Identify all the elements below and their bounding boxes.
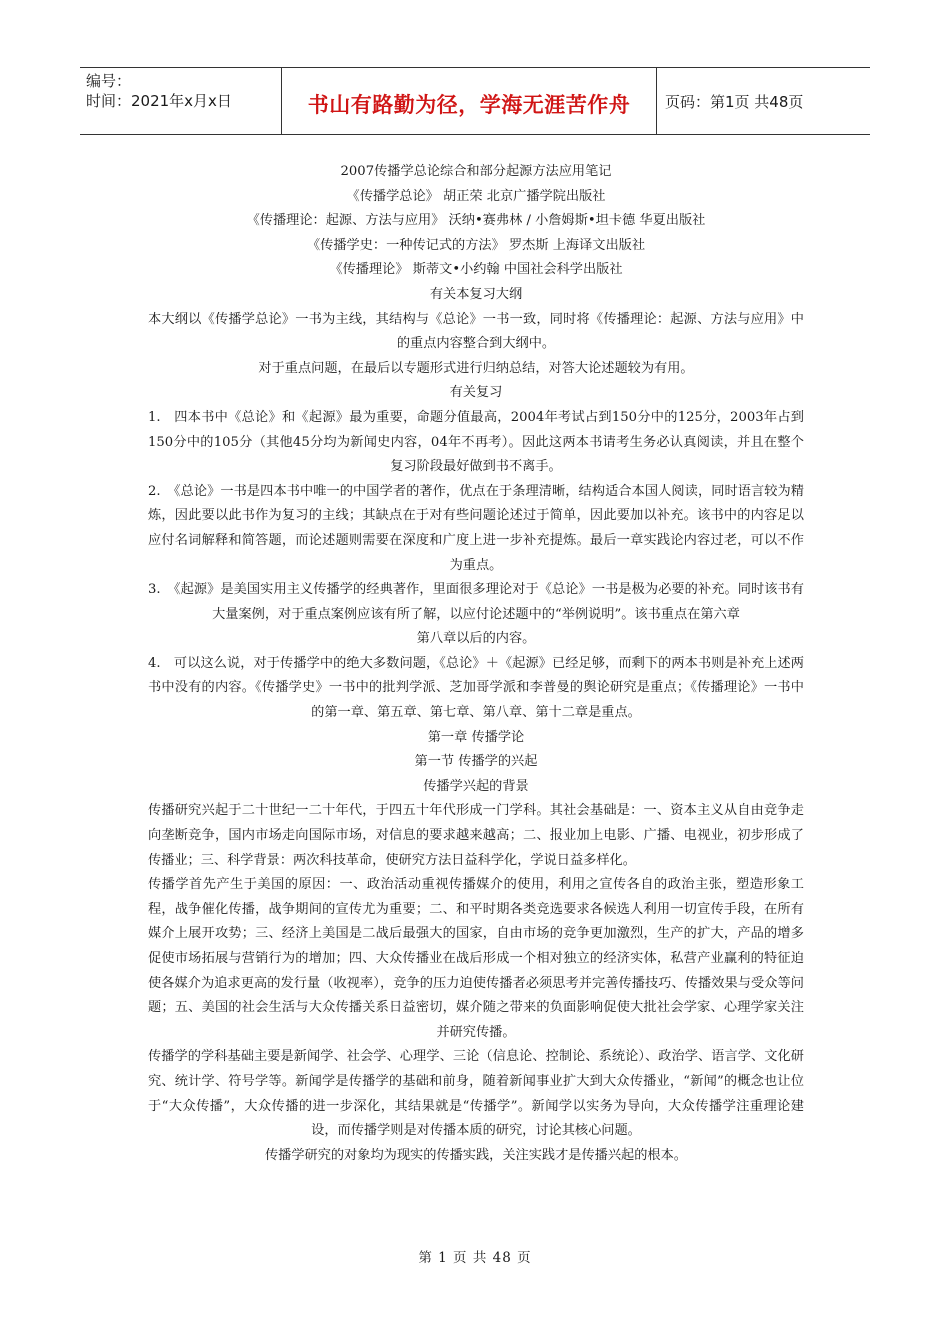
paragraph-outline-intro: 本大纲以《传播学总论》一书为主线，其结构与《总论》一书一致，同时将《传播理论：起源、方法与应用》中的重点内容整合到大纲中。 — [148, 311, 804, 352]
header-page-info — [657, 68, 870, 134]
header-meta — [80, 68, 282, 134]
document-body — [148, 160, 804, 1168]
section-heading-review: 有关复习 — [449, 385, 503, 401]
document-date: 时间：2021年x月x日 — [86, 92, 232, 110]
paragraph-disciplines: 传播学的学科基础主要是新闻学、社会学、心理学、三论（信息论、控制论、系统论）、政治学、语言学、文化研究、统计学、符号学等。新闻学是传播学的基础和前身，随着新闻事业扩大到大众传播业，“新闻”的概念也让位于“大众传播”，大众传播的进一步深化，其结果就是“传播学”。新闻学以实务为导向，大众传播学注重理论建设，而传播学则是对传播本质的研究，讨论其核心问题。 — [148, 1049, 804, 1139]
page-info-text: 页码：第1页 共48页 — [665, 92, 804, 111]
document-title: 2007传播学总论综合和部分起源方法应用笔记 — [340, 164, 612, 179]
footer-page-number: 第 1 页 共 48 页 — [418, 1250, 532, 1266]
reference-book-1: 《传播学总论》 胡正荣 北京广播学院出版社 — [346, 188, 606, 204]
review-item-3-continued: 第八章以后的内容。 — [416, 631, 536, 647]
subsection-heading: 传播学兴起的背景 — [423, 778, 529, 794]
review-item-1: 1. 四本书中《总论》和《起源》最为重要，命题分值最高，2004年考试占到150分中的125分，2003年占到150分中的105分（其他45分均为新闻史内容，04年不再考）。因此这两本书请考生务必认真阅读，并且在整个复习阶段最好做到书不离手。 — [148, 409, 804, 475]
paragraph-outline-note: 对于重点问题，在最后以专题形式进行归纳总结，对答大论述题较为有用。 — [258, 360, 694, 376]
chapter-heading: 第一章 传播学论 — [427, 729, 525, 745]
review-item-4: 4. 可以这么说，对于传播学中的绝大多数问题，《总论》＋《起源》已经足够，而剩下的两本书则是补充上述两书中没有的内容。《传播学史》一书中的批判学派、芝加哥学派和李普曼的舆论研究是重点；《传播理论》一书中的第一章、第五章、第七章、第八章、第十二章是重点。 — [148, 655, 804, 721]
header-motto — [282, 68, 657, 134]
page-footer — [0, 1246, 950, 1266]
paragraph-us-origin: 传播学首先产生于美国的原因：一、政治活动重视传播媒介的使用，利用之宣传各自的政治主张，塑造形象工程，战争催化传播，战争期间的宣传尤为重要；二、和平时期各类竞选要求各候选人利用一切宣传手段，在所有媒介上展开攻势；三、经济上美国是二战后最强大的国家，自由市场的竞争更加激烈，生产的扩大，产品的增多促使市场拓展与营销行为的增加；四、大众传播业在战后形成一个相对独立的经济实体，私营产业赢利的特征迫使各媒介为追求更高的发行量（收视率），竞争的压力迫使传播者必须思考并完善传播技巧、传播效果与受众等问题；五、美国的社会生活与大众传播关系日益密切，媒介随之带来的负面影响促使大批社会学家、心理学家关注并研究传播。 — [148, 877, 804, 1040]
reference-book-2: 《传播理论：起源、方法与应用》 沃纳•赛弗林 / 小詹姆斯•坦卡德 华夏出版社 — [246, 213, 706, 229]
reference-book-3: 《传播学史：一种传记式的方法》 罗杰斯 上海译文出版社 — [306, 237, 646, 253]
section-heading-outline: 有关本复习大纲 — [429, 286, 523, 302]
motto-text: 书山有路勤为径，学海无涯苦作舟 — [307, 93, 631, 117]
paragraph-background: 传播研究兴起于二十世纪一二十年代，于四五十年代形成一门学科。其社会基础是：一、资本主义从自由竞争走向垄断竞争，国内市场走向国际市场，对信息的要求越来越高；二、报业加上电影、广播、电视业，初步形成了传播业；三、科学背景：两次科技革命，使研究方法日益科学化，学说日益多样化。 — [148, 803, 804, 868]
paragraph-research-object: 传播学研究的对象均为现实的传播实践，关注实践才是传播兴起的根本。 — [265, 1147, 687, 1163]
review-item-2: 2. 《总论》一书是四本书中唯一的中国学者的著作，优点在于条理清晰，结构适合本国人阅读，同时语言较为精炼，因此要以此书作为复习的主线；其缺点在于对有些问题论述过于简单，因此要加以补充。该书中的内容足以应付名词解释和简答题，而论述题则需要在深度和广度上进一步补充提炼。最后一章实践论内容过老，可以不作为重点。 — [148, 483, 804, 573]
document-number-label: 编号： — [86, 72, 132, 90]
reference-book-4: 《传播理论》 斯蒂文•小约翰 中国社会科学出版社 — [329, 262, 623, 278]
section-heading: 第一节 传播学的兴起 — [414, 754, 538, 770]
page-header — [80, 67, 870, 135]
review-item-3: 3. 《起源》是美国实用主义传播学的经典著作，里面很多理论对于《总论》一书是极为必要的补充。同时该书有大量案例，对于重点案例应该有所了解，以应付论述题中的“举例说明”。该书重点在第六章 — [148, 582, 804, 622]
